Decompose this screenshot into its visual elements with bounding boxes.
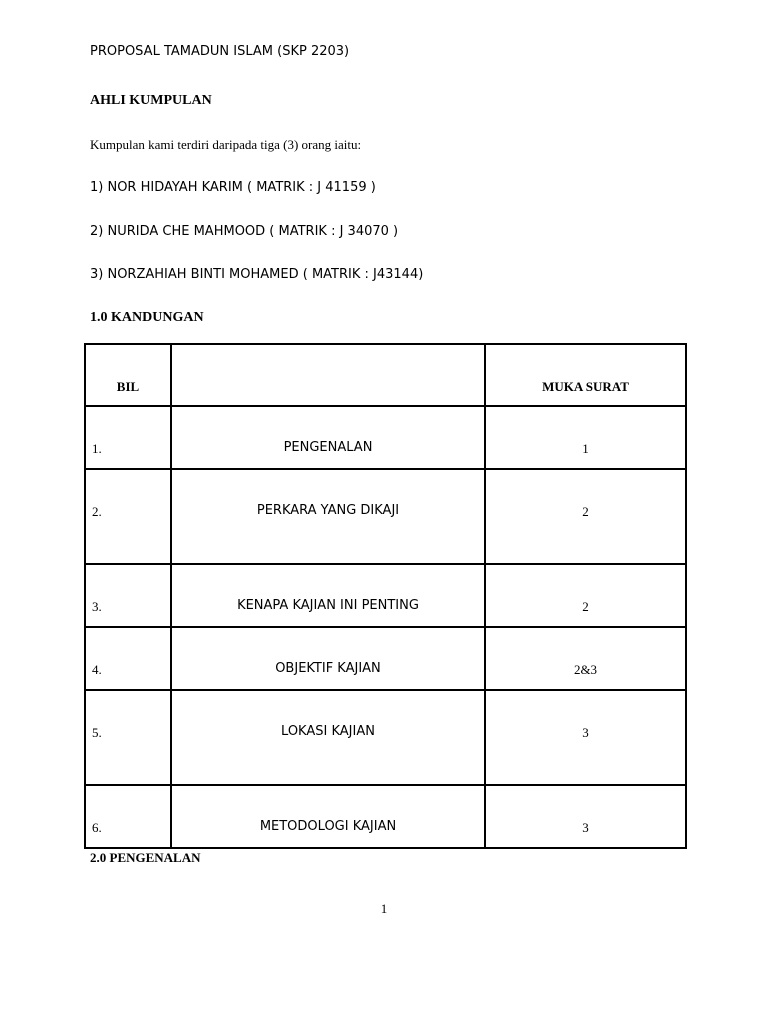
section-heading: 2.0 PENGENALAN	[90, 850, 201, 865]
row-page: 2&3	[573, 662, 598, 677]
row-title: PENGENALAN	[283, 440, 373, 455]
members-heading: AHLI KUMPULAN	[90, 93, 212, 108]
table-row	[85, 785, 686, 848]
table-row	[85, 690, 686, 785]
row-number: 6.	[92, 820, 102, 835]
row-title: METODOLOGI KAJIAN	[259, 819, 397, 834]
row-number: 1.	[92, 441, 102, 456]
row-number: 5.	[92, 725, 102, 740]
row-page: 3	[582, 820, 589, 835]
header-cell-page	[485, 344, 686, 406]
contents-table	[84, 343, 687, 849]
column-header-bil: BIL	[116, 379, 140, 394]
row-title: OBJEKTIF KAJIAN	[275, 661, 381, 676]
document-header: PROPOSAL TAMADUN ISLAM (SKP 2203)	[90, 44, 350, 59]
row-title: LOKASI KAJIAN	[281, 724, 375, 739]
page-number: 1	[380, 901, 388, 916]
member-item: 3) NORZAHIAH BINTI MOHAMED ( MATRIK : J43144)	[90, 267, 424, 282]
column-header-page: MUKA SURAT	[542, 379, 629, 394]
table-row	[85, 564, 686, 627]
member-item: 1) NOR HIDAYAH KARIM ( MATRIK : J 41159 )	[90, 180, 376, 195]
row-number: 3.	[92, 599, 102, 614]
row-page: 1	[582, 441, 589, 456]
row-title: KENAPA KAJIAN INI PENTING	[237, 598, 419, 613]
members-intro: Kumpulan kami terdiri daripada tiga (3) orang iaitu:	[90, 137, 362, 152]
row-page: 2	[582, 504, 589, 519]
table-header-row	[85, 344, 686, 406]
member-item: 2) NURIDA CHE MAHMOOD ( MATRIK : J 34070 )	[90, 224, 399, 239]
table-row	[85, 406, 686, 469]
row-title: PERKARA YANG DIKAJI	[256, 503, 400, 518]
row-page: 2	[582, 599, 589, 614]
row-page: 3	[582, 725, 589, 740]
header-cell-title	[171, 344, 485, 406]
contents-heading: 1.0 KANDUNGAN	[90, 310, 204, 325]
row-number: 4.	[92, 662, 102, 677]
table-row	[85, 627, 686, 690]
table-row	[85, 469, 686, 564]
row-number: 2.	[92, 504, 102, 519]
header-cell-bil	[85, 344, 171, 406]
